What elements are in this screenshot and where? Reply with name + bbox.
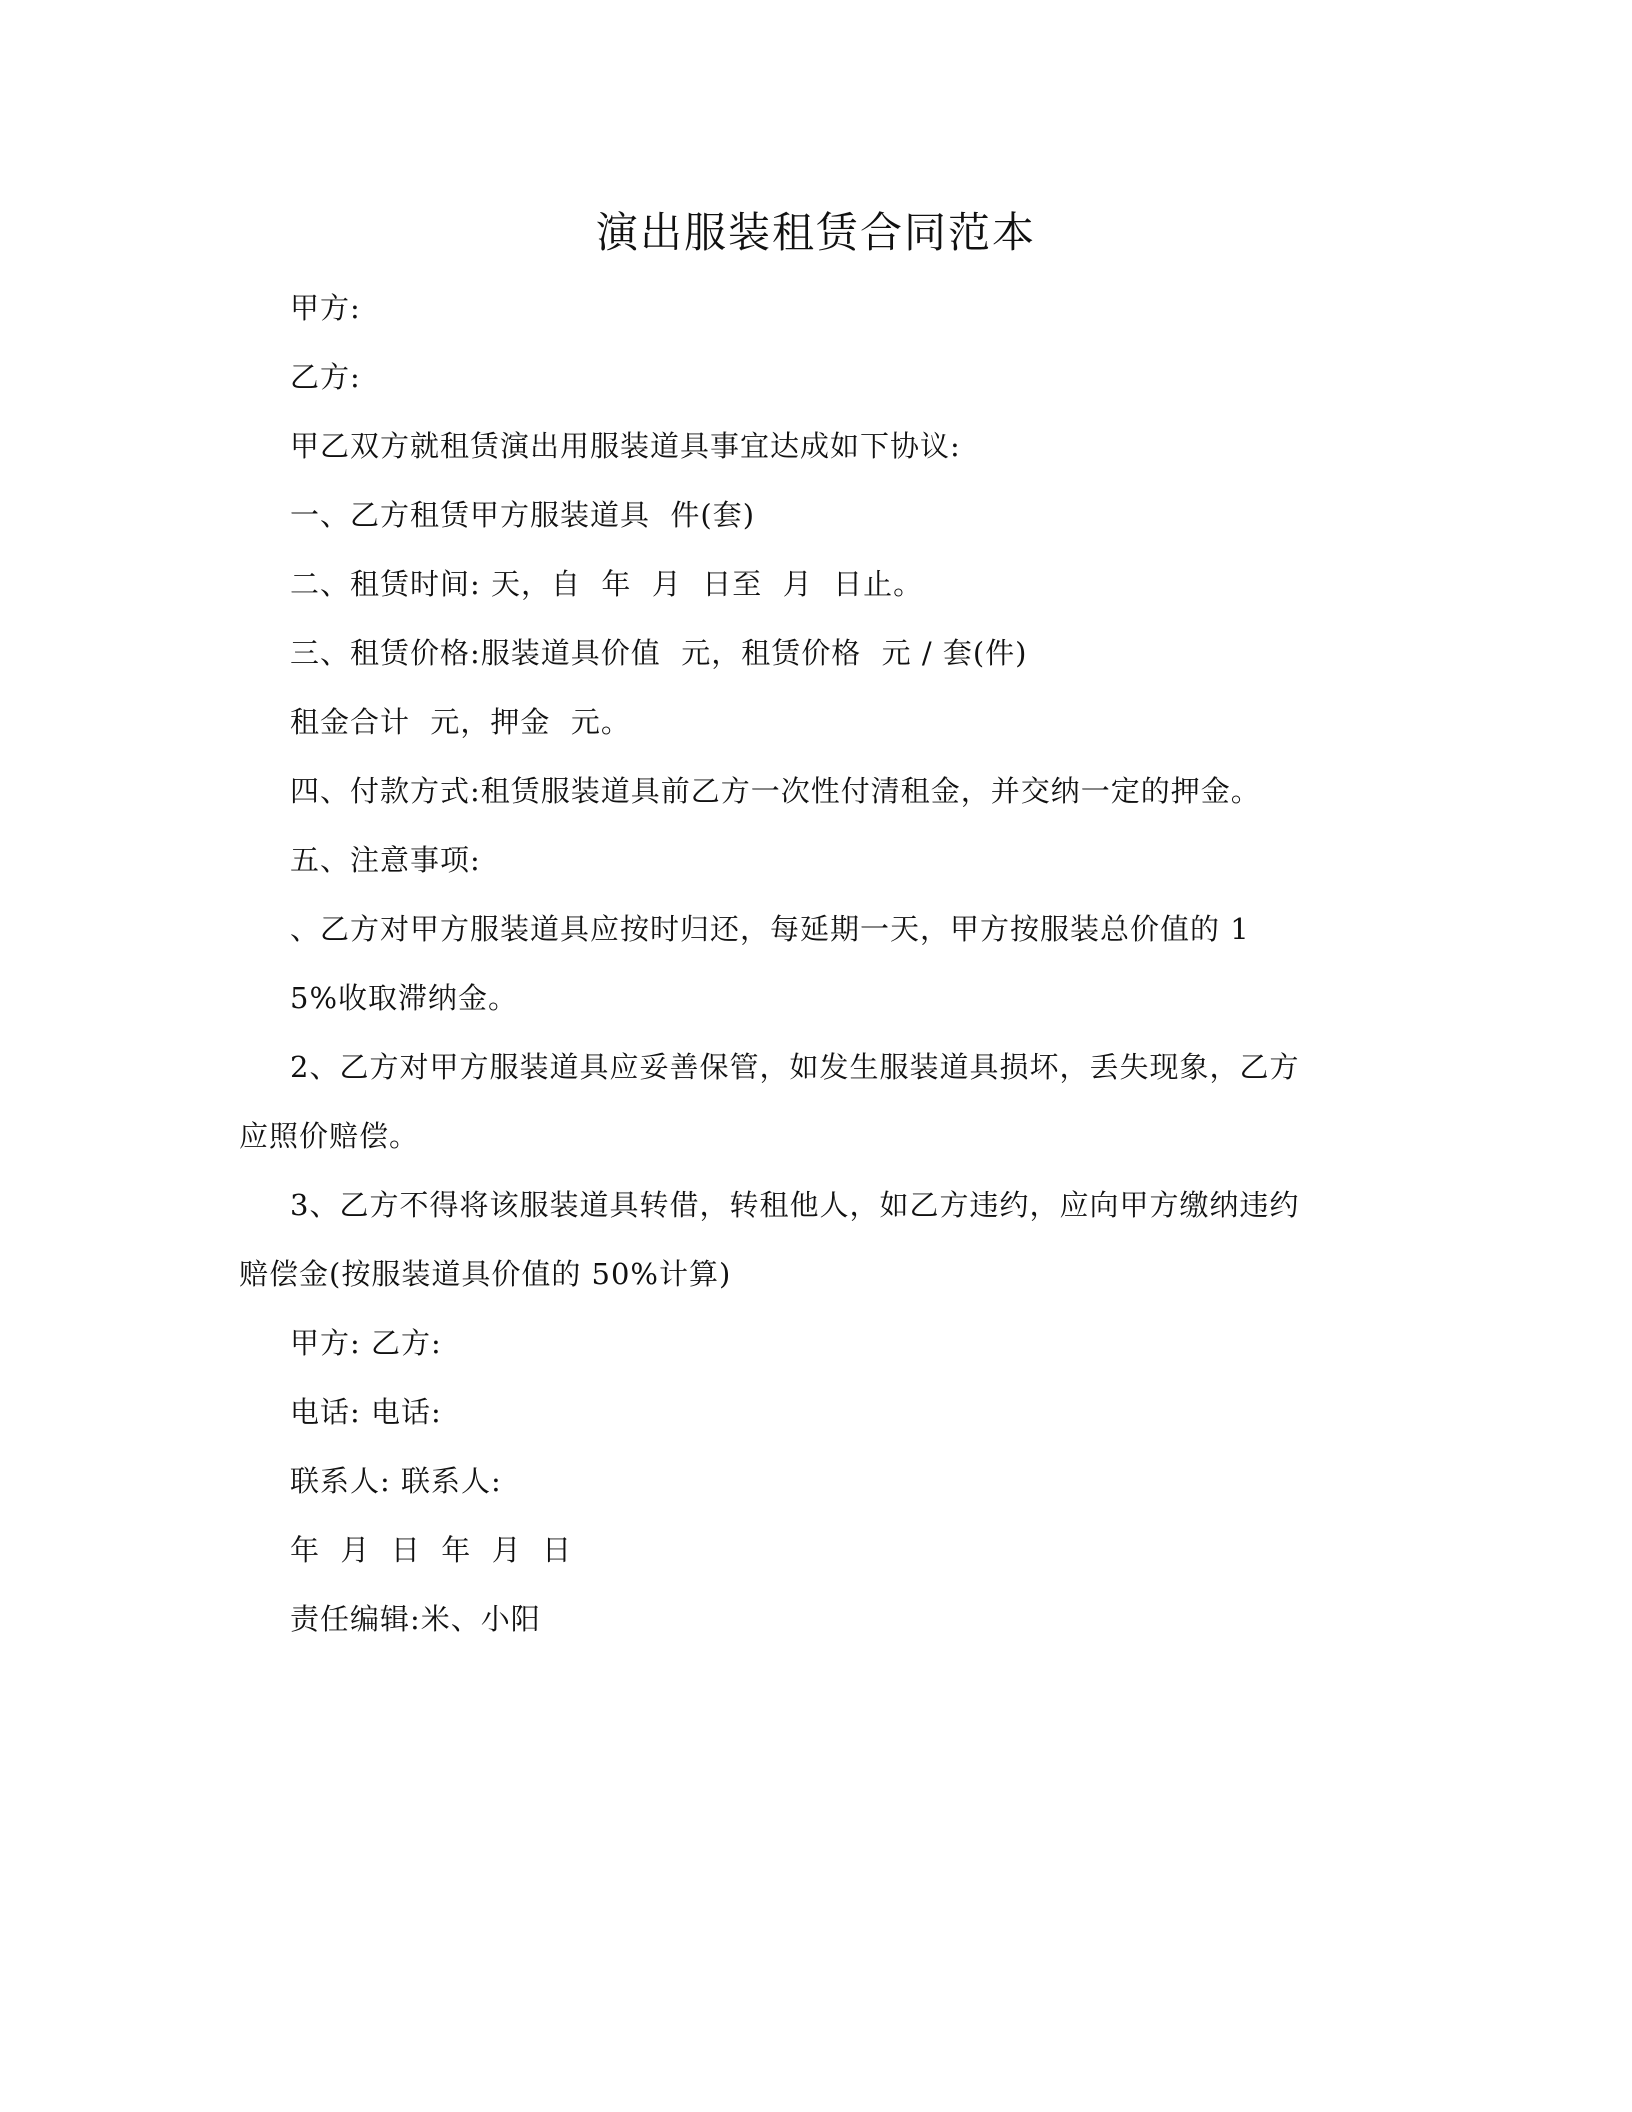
note-1-line-1: 、乙方对甲方服装道具应按时归还，每延期一天，甲方按服装总价值的 1 xyxy=(290,912,1250,946)
party-a-line: 甲方: xyxy=(290,291,361,325)
clause-3-line-2: 租金合计 元，押金 元。 xyxy=(290,705,631,739)
note-2-line-2: 应照价赔偿。 xyxy=(239,1119,420,1153)
clause-5-heading: 五、注意事项: xyxy=(290,843,481,877)
agreement-intro: 甲乙双方就租赁演出用服装道具事宜达成如下协议: xyxy=(290,429,961,463)
signature-contact: 联系人: 联系人: xyxy=(290,1464,502,1498)
clause-4: 四、付款方式:租赁服装道具前乙方一次性付清租金，并交纳一定的押金。 xyxy=(290,774,1261,808)
note-2-line-1: 2、乙方对甲方服装道具应妥善保管，如发生服装道具损坏，丢失现象，乙方 xyxy=(290,1050,1300,1084)
party-b-line: 乙方: xyxy=(290,360,361,394)
clause-3-line-1: 三、租赁价格:服装道具价值 元，租赁价格 元 / 套(件) xyxy=(290,636,1028,670)
note-3-line-2: 赔偿金(按服装道具价值的 50%计算) xyxy=(239,1257,732,1291)
clause-1: 一、乙方租赁甲方服装道具 件(套) xyxy=(290,498,756,532)
signature-parties: 甲方: 乙方: xyxy=(290,1326,442,1360)
clause-2: 二、租赁时间: 天，自 年 月 日至 月 日止。 xyxy=(290,567,924,601)
note-3-line-1: 3、乙方不得将该服装道具转借，转租他人，如乙方违约，应向甲方缴纳违约 xyxy=(290,1188,1300,1222)
note-1-line-2: 5%收取滞纳金。 xyxy=(290,981,519,1015)
signature-date: 年 月 日 年 月 日 xyxy=(290,1533,573,1567)
document-title: 演出服装租赁合同范本 xyxy=(595,208,1036,257)
editor-credit: 责任编辑:米、小阳 xyxy=(290,1602,541,1636)
signature-phone: 电话: 电话: xyxy=(290,1395,442,1429)
